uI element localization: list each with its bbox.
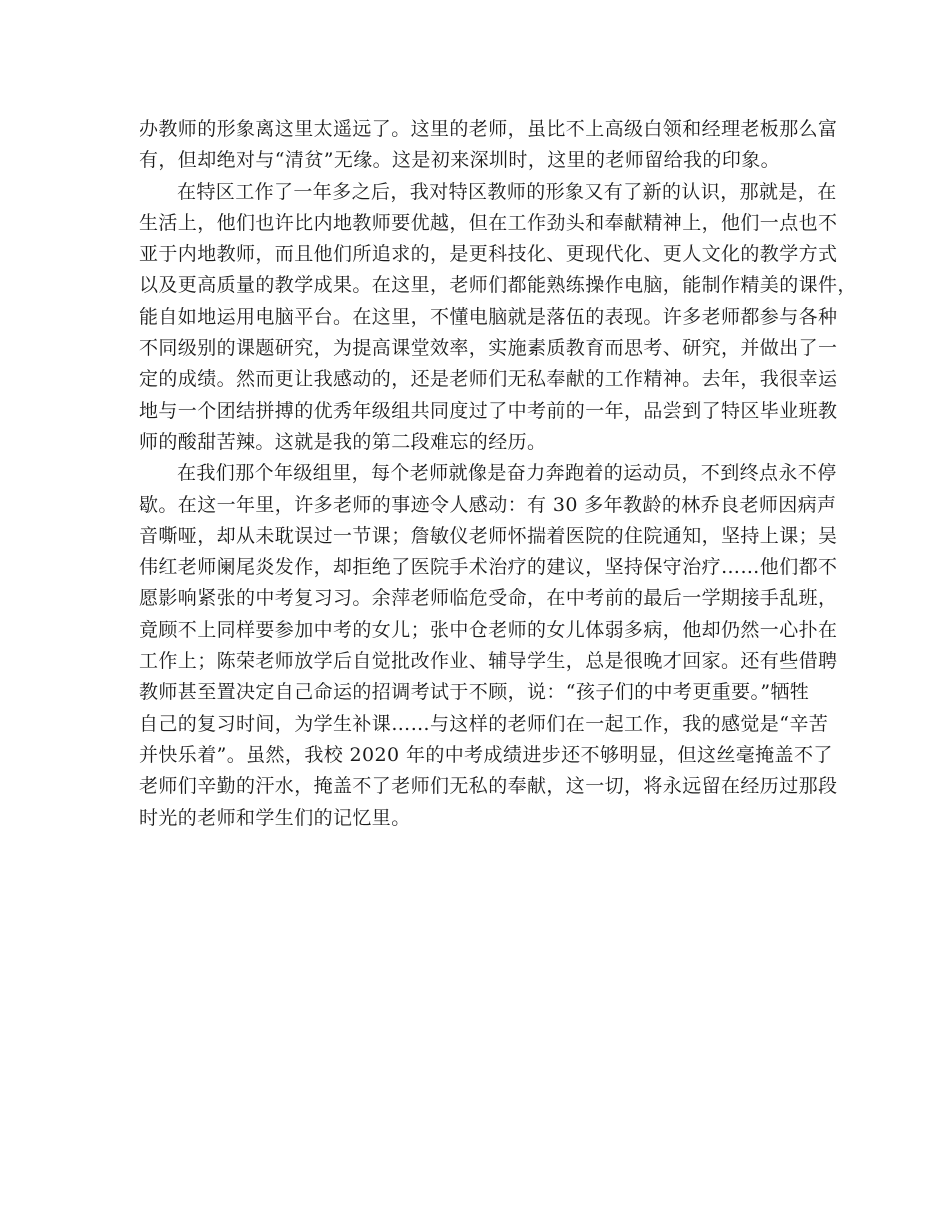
text-line: 生活上，他们也许比内地教师要优越，但在工作劲头和奉献精神上，他们一点也不 — [139, 211, 838, 234]
text-line: 亚于内地教师，而且他们所追求的，是更科技化、更现代化、更人文化的教学方式 — [139, 243, 838, 266]
body-text — [139, 114, 857, 834]
text-line: 自己的复习时间，为学生补课……与这样的老师们在一起工作，我的感觉是“辛苦 — [139, 712, 829, 735]
text-line: 办教师的形象离这里太遥远了。这里的老师，虽比不上高级白领和经理老板那么富 — [139, 118, 838, 140]
text-line: 歇。在这一年里，许多老师的事迹令人感动：有 30 多年教龄的林乔良老师因病声 — [139, 493, 837, 516]
text-line: 不同级别的课题研究，为提高课堂效率，实施素质教育而思考、研究，并做出了一 — [139, 337, 838, 360]
text-line: 有，但却绝对与“清贫”无缘。这是初来深圳时，这里的老师留给我的印象。 — [139, 149, 781, 172]
text-line: 在我们那个年级组里，每个老师就像是奋力奔跑着的运动员，不到终点永不停 — [177, 462, 837, 485]
text-line: 音嘶哑，却从未耽误过一节课；詹敏仪老师怀揣着医院的住院通知，坚持上课；吴 — [139, 524, 838, 547]
paragraph-1 — [139, 114, 838, 177]
text-line: 工作上；陈荣老师放学后自觉批改作业、辅导学生，总是很晚才回家。还有些借聘 — [139, 650, 838, 673]
text-line: 竟顾不上同样要参加中考的女儿；张中仓老师的女儿体弱多病，他却仍然一心扑在 — [139, 618, 838, 641]
text-line: 在特区工作了一年多之后，我对特区教师的形象又有了新的认识，那就是，在 — [177, 180, 837, 203]
text-line: 老师们辛勤的汗水，掩盖不了老师们无私的奉献，这一切，将永远留在经历过那段 — [139, 775, 838, 798]
paragraph-3 — [139, 458, 838, 834]
paragraph-2 — [139, 177, 857, 459]
text-line: 伟红老师阑尾炎发作，却拒绝了医院手术治疗的建议，坚持保守治疗……他们都不 — [139, 556, 838, 579]
text-line: 师的酸甜苦辣。这就是我的第二段难忘的经历。 — [139, 430, 547, 453]
text-line: 地与一个团结拼搏的优秀年级组共同度过了中考前的一年，品尝到了特区毕业班教 — [139, 399, 838, 422]
text-line: 以及更高质量的教学成果。在这里，老师们都能熟练操作电脑，能制作精美的课件， — [139, 274, 857, 297]
text-line: 定的成绩。然而更让我感动的，还是老师们无私奉献的工作精神。去年，我很幸运 — [139, 368, 838, 391]
text-line: 并快乐着”。虽然，我校 2020 年的中考成绩进步还不够明显，但这丝毫掩盖不了 — [139, 743, 833, 766]
text-line: 教师甚至置决定自己命运的招调考试于不顾，说：“孩子们的中考更重要。”牺牲 — [139, 681, 810, 704]
text-line: 时光的老师和学生们的记忆里。 — [139, 806, 411, 829]
text-line: 愿影响紧张的中考复习习。余萍老师临危受命，在中考前的最后一学期接手乱班， — [139, 587, 838, 610]
text-line: 能自如地运用电脑平台。在这里，不懂电脑就是落伍的表现。许多老师都参与各种 — [139, 305, 838, 328]
